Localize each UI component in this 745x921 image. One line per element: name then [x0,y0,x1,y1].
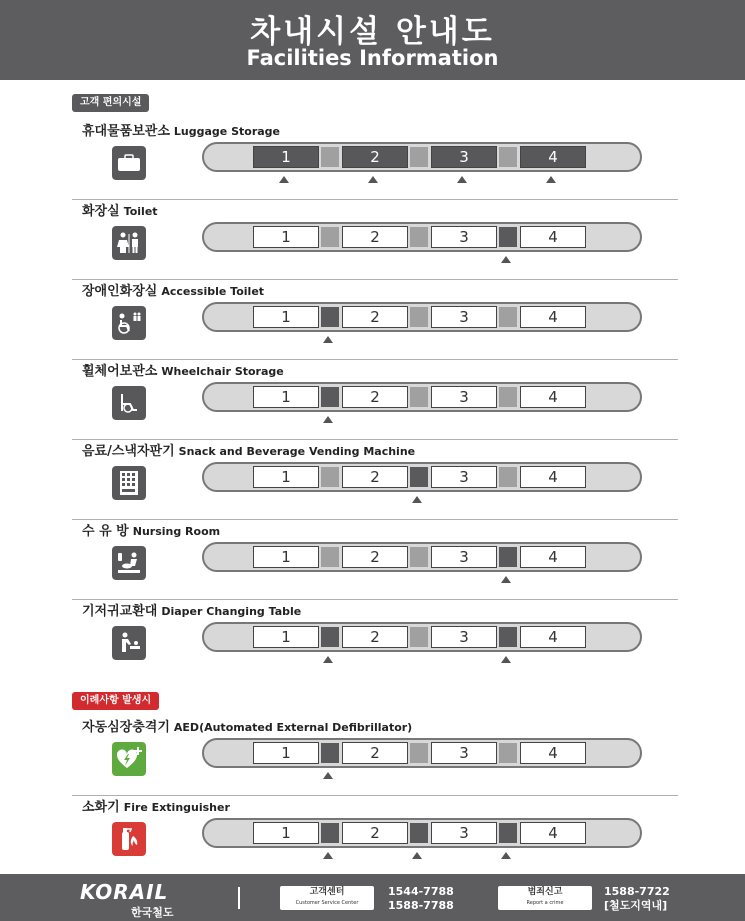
train-diagram [202,542,642,572]
facility-name-en: Wheelchair Storage [161,365,284,378]
train-diagram [202,222,642,252]
facility-title [82,360,284,379]
location-marker-icon [457,176,467,183]
section-tag-convenience: 고객 편의시설 [72,94,149,112]
facility-name-en: AED(Automated External Defibrillator) [173,721,413,734]
footer-divider [238,887,240,909]
train-car-2: 2 [342,546,408,568]
facility-row [72,440,678,520]
facility-row [72,716,678,796]
car-gap-3 [499,743,517,763]
train-car-4: 4 [520,386,586,408]
facility-name-ko: 휴대물품보관소 [82,124,170,139]
location-marker-icon [501,576,511,583]
train-car-4: 4 [520,146,586,168]
car-gap-1 [321,147,339,167]
footer [0,874,745,921]
train-car-2: 2 [342,626,408,648]
facility-row [72,520,678,600]
facility-title [82,520,220,539]
train-diagram [202,462,642,492]
facility-title [82,200,158,219]
korail-logo: KORAIL [80,880,169,904]
car-gap-1 [321,627,339,647]
car-gap-1 [321,547,339,567]
facility-row [72,796,678,876]
korail-logo-sub: 한국철도 [131,906,174,919]
fire-extinguisher-icon [112,822,146,856]
location-marker-icon [323,336,333,343]
train-car-2: 2 [342,466,408,488]
facility-name-ko: 휠체어보관소 [82,364,158,379]
car-gap-2 [410,147,428,167]
train-car-3: 3 [431,466,497,488]
service-center-label: 고객센터 [309,887,345,897]
location-markers [202,416,642,424]
location-markers [202,576,642,584]
car-gap-3 [499,227,517,247]
train-diagram [202,302,642,332]
location-markers [202,336,642,344]
nursing-room-icon [112,546,146,580]
facility-name-ko: 자동심장충격기 [82,720,170,735]
car-gap-3 [499,307,517,327]
car-gap-2 [410,467,428,487]
crime-report-badge [498,886,592,910]
train-diagram [202,622,642,652]
car-gap-1 [321,823,339,843]
facility-name-en: Diaper Changing Table [161,605,302,618]
car-gap-2 [410,743,428,763]
car-gap-3 [499,147,517,167]
train-diagram [202,738,642,768]
facility-row [72,360,678,440]
train-car-3: 3 [431,226,497,248]
page-subtitle: Facilities Information [246,46,499,70]
facility-name-ko: 음료/스낵자판기 [82,444,175,459]
car-gap-1 [321,743,339,763]
train-diagram [202,142,642,172]
train-car-2: 2 [342,822,408,844]
train-car-3: 3 [431,626,497,648]
car-gap-1 [321,227,339,247]
train-car-1: 1 [253,306,319,328]
facility-title [82,716,412,735]
facility-name-en: Accessible Toilet [161,285,265,298]
train-car-1: 1 [253,822,319,844]
train-car-1: 1 [253,386,319,408]
facility-name-en: Fire Extinguisher [123,801,230,814]
car-gap-3 [499,547,517,567]
facility-name-en: Toilet [123,205,158,218]
facility-name-ko: 수 유 방 [82,524,129,539]
train-car-3: 3 [431,742,497,764]
aed-icon [112,742,146,776]
car-gap-1 [321,307,339,327]
service-center-label-en: Customer Service Center [295,900,359,906]
location-marker-icon [546,176,556,183]
train-car-2: 2 [342,226,408,248]
train-car-3: 3 [431,822,497,844]
train-car-3: 3 [431,306,497,328]
car-gap-3 [499,467,517,487]
crime-report-phone: 1588-7722 [604,885,670,898]
service-center-phone-1: 1544-7788 [388,885,454,898]
location-marker-icon [501,256,511,263]
location-markers [202,176,642,184]
train-car-4: 4 [520,466,586,488]
car-gap-2 [410,307,428,327]
facility-name-ko: 소화기 [82,800,120,815]
facility-row [72,280,678,360]
car-gap-2 [410,387,428,407]
train-diagram [202,382,642,412]
car-gap-3 [499,823,517,843]
car-gap-2 [410,823,428,843]
location-markers [202,852,642,860]
car-gap-3 [499,387,517,407]
train-car-4: 4 [520,226,586,248]
facility-title [82,440,415,459]
page-title: 차내시설 안내도 [250,14,495,50]
facility-name-ko: 화장실 [82,204,120,219]
train-car-2: 2 [342,146,408,168]
car-gap-2 [410,627,428,647]
location-markers [202,256,642,264]
train-car-4: 4 [520,626,586,648]
facility-row [72,120,678,200]
train-car-2: 2 [342,742,408,764]
facility-row [72,200,678,280]
toilet-icon [112,226,146,260]
location-marker-icon [368,176,378,183]
car-gap-2 [410,227,428,247]
train-car-4: 4 [520,306,586,328]
train-car-4: 4 [520,742,586,764]
service-center-badge [280,886,374,910]
train-car-4: 4 [520,546,586,568]
facility-row [72,600,678,680]
facility-name-ko: 기저귀교환대 [82,604,158,619]
train-car-2: 2 [342,306,408,328]
train-car-3: 3 [431,546,497,568]
train-car-1: 1 [253,546,319,568]
crime-report-label-en: Report a crime [526,900,564,906]
service-center-phone-2: 1588-7788 [388,899,454,912]
section-tag-emergency: 이례사항 발생시 [72,692,159,710]
location-marker-icon [412,496,422,503]
car-gap-3 [499,627,517,647]
facility-name-ko: 장애인화장실 [82,284,158,299]
location-marker-icon [412,852,422,859]
train-diagram [202,818,642,848]
car-gap-1 [321,387,339,407]
location-markers [202,772,642,780]
diaper-changing-icon [112,626,146,660]
location-marker-icon [501,656,511,663]
facility-name-en: Luggage Storage [173,125,281,138]
train-car-4: 4 [520,822,586,844]
location-markers [202,656,642,664]
facility-name-en: Nursing Room [132,525,221,538]
accessible-toilet-icon [112,306,146,340]
crime-report-label: 범죄신고 [527,887,563,897]
crime-report-note: [철도지역내] [604,899,668,912]
train-car-3: 3 [431,146,497,168]
header [0,0,745,80]
facility-title [82,796,230,815]
location-marker-icon [323,656,333,663]
train-car-1: 1 [253,466,319,488]
train-car-1: 1 [253,226,319,248]
facility-title [82,600,301,619]
location-markers [202,496,642,504]
vending-machine-icon [112,466,146,500]
location-marker-icon [323,772,333,779]
car-gap-2 [410,547,428,567]
car-gap-1 [321,467,339,487]
facility-title [82,120,280,139]
train-car-1: 1 [253,742,319,764]
location-marker-icon [501,852,511,859]
train-car-2: 2 [342,386,408,408]
train-car-1: 1 [253,626,319,648]
train-car-3: 3 [431,386,497,408]
location-marker-icon [323,416,333,423]
facility-title [82,280,264,299]
wheelchair-icon [112,386,146,420]
train-car-1: 1 [253,146,319,168]
facility-name-en: Snack and Beverage Vending Machine [178,445,416,458]
location-marker-icon [323,852,333,859]
location-marker-icon [279,176,289,183]
luggage-icon [112,146,146,180]
